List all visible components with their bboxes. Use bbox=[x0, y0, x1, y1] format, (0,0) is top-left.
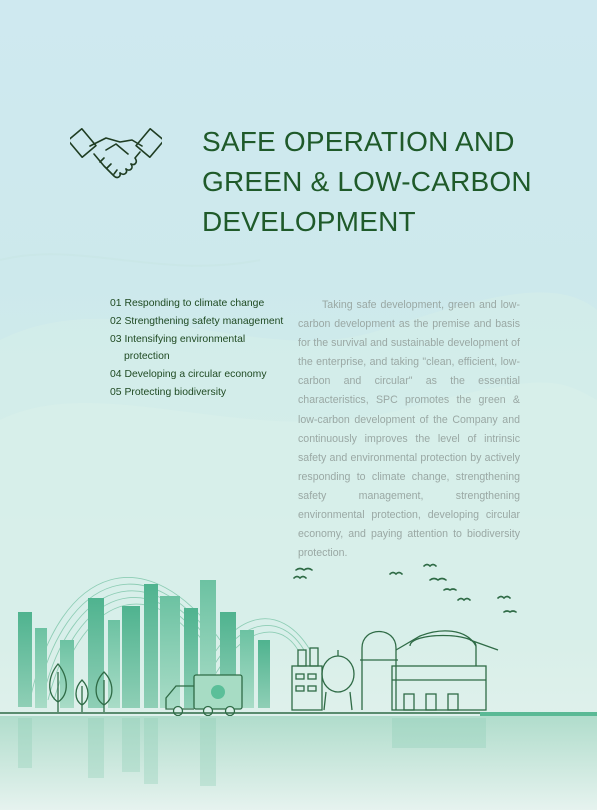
toc-item-3[interactable]: 03 Intensifying environmental protection bbox=[110, 333, 246, 363]
contents-list bbox=[110, 295, 295, 402]
title-line-1: SAFE OPERATION AND bbox=[202, 126, 515, 157]
toc-item-4[interactable]: 04 Developing a circular economy bbox=[110, 369, 267, 381]
handshake-icon bbox=[70, 120, 162, 186]
factory bbox=[292, 631, 498, 710]
birds bbox=[294, 565, 516, 613]
toc-item-1[interactable]: 01 Responding to climate change bbox=[110, 298, 265, 309]
toc-item-2[interactable]: 02 Strengthening safety management bbox=[110, 315, 284, 327]
title-line-3: DEVELOPMENT bbox=[202, 206, 416, 237]
city-factory-illustration bbox=[0, 540, 597, 810]
section-title bbox=[202, 122, 582, 242]
intro-paragraph: Taking safe development, green and low-carbon development as the premise and basis for the survival and sustainable development of the enterprise, and taking "clean, efficient, low-carbon and circular" as the essential characteristics, SPC promotes the green & low-carbon development of the Company and continuously improves the level of intrinsic safety and environmental protection by actively responding to climate change, strengthening safety management, strengthening environmental protection, developing circular economy, and paying attention to biodiversity protection. bbox=[298, 299, 520, 560]
title-line-2: GREEN & LOW-CARBON bbox=[202, 166, 532, 197]
toc-item-5[interactable]: 05 Protecting biodiversity bbox=[110, 386, 227, 398]
